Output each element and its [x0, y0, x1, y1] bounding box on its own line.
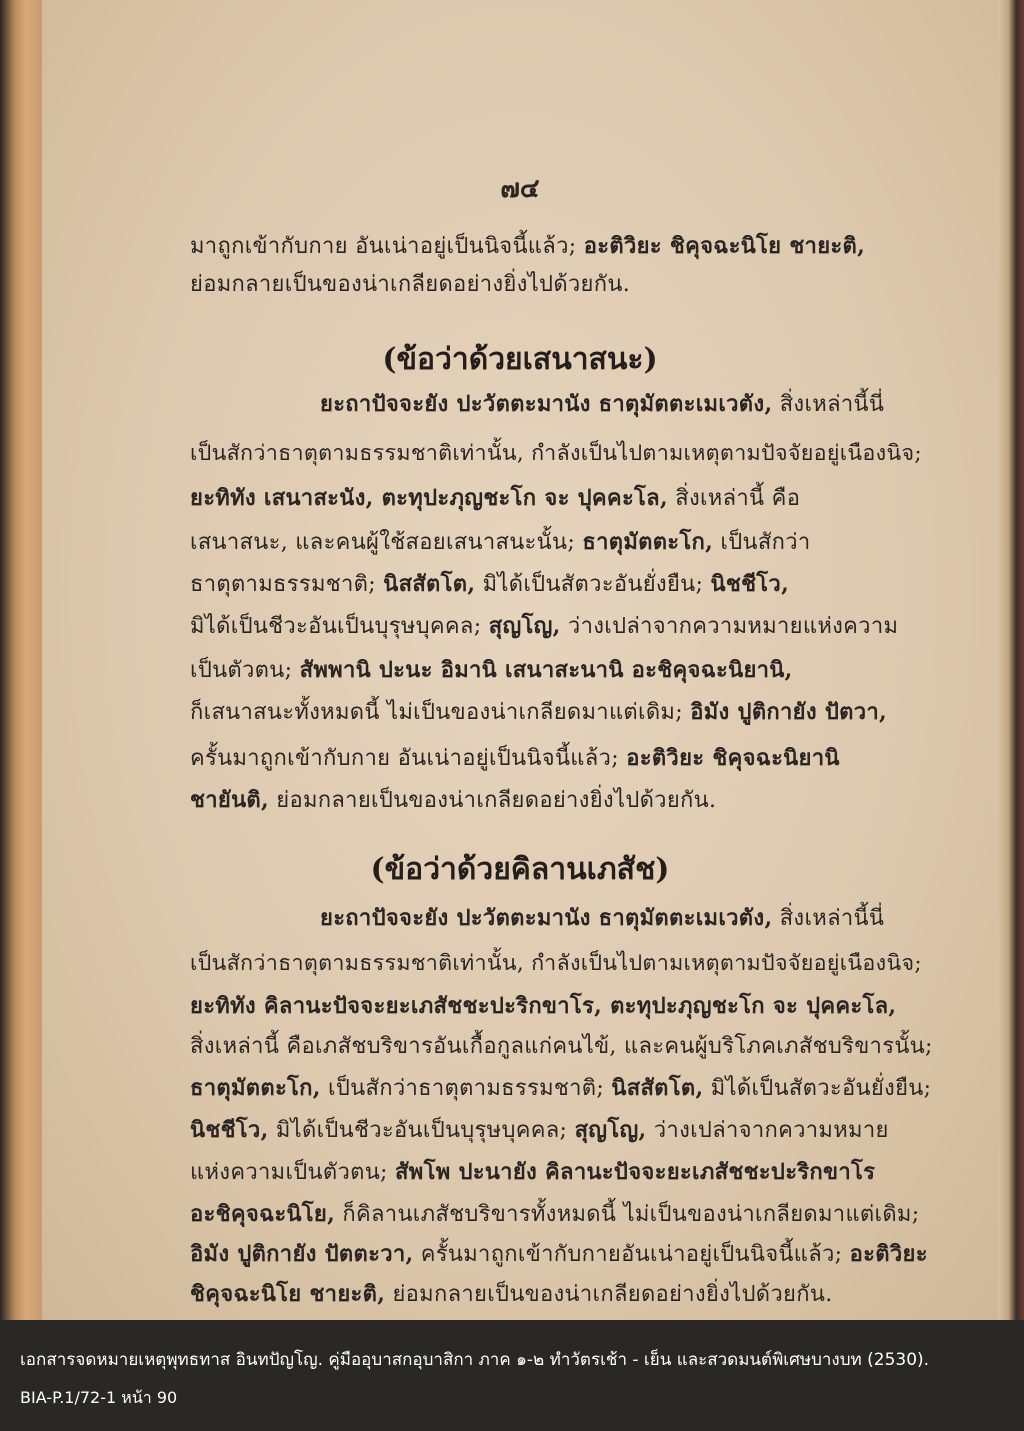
text-run: เป็นสักว่า: [713, 530, 811, 555]
text-run: สิ่งเหล่านี้นี่: [772, 906, 885, 931]
text-line: [190, 1196, 919, 1231]
text-line: [190, 1112, 889, 1147]
text-run: เสนาสนะ, และคนผู้ใช้สอยเสนาสนะนั้น;: [190, 530, 583, 555]
text-line: [190, 694, 887, 729]
pali-run: นิสสัตโต,: [383, 571, 476, 597]
archive-caption-bar: [0, 1320, 1024, 1431]
text-run: เป็นตัวตน;: [190, 658, 300, 683]
pali-run: ชายันติ,: [190, 787, 269, 813]
text-line: [320, 900, 884, 935]
text-line: [320, 386, 884, 421]
text-run: ก็เสนาสนะทั้งหมดนี้ ไม่เป็นของน่าเกลียดมาแต่เดิม;: [190, 700, 691, 725]
text-run: เป็นสักว่าธาตุตามธรรมชาติ;: [320, 1076, 612, 1101]
text-line: [190, 266, 630, 301]
text-line: [190, 524, 811, 559]
pali-run: ยะทิทัง เสนาสะนัง, ตะทุปะภุญชะโก จะ ปุคคะโล,: [190, 485, 668, 511]
text-line: [190, 1028, 933, 1063]
text-line: [190, 1070, 931, 1105]
pali-run: อิมัง ปูติกายัง ปัตตะวา,: [190, 1241, 414, 1267]
text-line: [190, 988, 896, 1023]
pali-run: นิชชีโว,: [710, 571, 790, 597]
pali-run: อิมัง ปูติกายัง ปัตวา,: [690, 699, 887, 725]
pali-run: สัพโพ ปะนายัง คิลานะปัจจะยะเภสัชชะปะริกขาโร: [395, 1159, 876, 1185]
text-line: [190, 1154, 875, 1189]
text-run: มาถูกเข้ากับกาย อันเน่าอยู่เป็นนิจนี้แล้ว;: [190, 234, 584, 259]
text-run: สิ่งเหล่านี้ คือเภสัชบริขารอันเกื้อกูลแก่คนไข้, และคนผู้บริโภคเภสัชบริขารนั้น;: [190, 1034, 933, 1059]
pali-run: ยะถาปัจจะยัง ปะวัตตะมานัง ธาตุมัตตะเมเวตัง,: [320, 391, 773, 417]
text-run: ย่อมกลายเป็นของน่าเกลียดอย่างยิ่งไปด้วยกัน.: [268, 788, 717, 813]
pali-run: ยะทิทัง คิลานะปัจจะยะเภสัชชะปะริกขาโร, ตะทุปะภุญชะโก จะ ปุคคะโล,: [190, 993, 897, 1019]
text-run: ก็คิลานเภสัชบริขารทั้งหมดนี้ ไม่เป็นของน่าเกลียดมาแต่เดิม;: [335, 1202, 920, 1227]
pali-run: สัพพานิ ปะนะ อิมานิ เสนาสะนานิ อะชิคุจฉะนิยานิ,: [299, 657, 793, 683]
text-run: ย่อมกลายเป็นของน่าเกลียดอย่างยิ่งไปด้วยกัน.: [385, 1282, 833, 1307]
text-line: [190, 782, 716, 817]
text-line: [190, 652, 793, 687]
pali-run: ธาตุมัตตะโก,: [582, 529, 714, 555]
text-run: มิได้เป็นสัตวะอันยั่งยืน;: [475, 572, 711, 597]
text-run: ครั้นมาถูกเข้ากับกายอันเน่าอยู่เป็นนิจนี้แล้ว;: [413, 1242, 850, 1267]
pali-run: อะติวิยะ ชิคุจฉะนิยานิ: [626, 745, 840, 771]
text-run: สิ่งเหล่านี้ คือ: [667, 486, 801, 511]
pali-run: ชิคุจฉะนิโย ชายะติ,: [190, 1281, 386, 1307]
text-line: [190, 946, 922, 980]
pali-run: อะติวิยะ ชิคุจฉะนิโย ชายะติ,: [583, 233, 866, 259]
text-run: ว่างเปล่าจากความหมาย: [646, 1118, 889, 1143]
page-number: ๗๔: [500, 174, 540, 204]
text-line: [190, 566, 789, 601]
text-line: [190, 740, 840, 775]
text-line: [190, 436, 922, 470]
text-line: [190, 1236, 928, 1271]
book-spine: [0, 0, 42, 1320]
pali-run: นิสสัตโต,: [611, 1075, 704, 1101]
text-line: [190, 228, 865, 263]
text-run: ว่างเปล่าจากความหมายแห่งความ: [560, 614, 899, 639]
text-run: เป็นสักว่าธาตุตามธรรมชาติเท่านั้น, กำลังเป็นไปตามเหตุตามปัจจัยอยู่เนืองนิจ;: [190, 441, 922, 466]
pali-run: สุญโญ,: [488, 613, 561, 639]
pali-run: ธาตุมัตตะโก,: [190, 1075, 321, 1101]
text-line: [190, 480, 800, 515]
pali-run: อะติวิยะ: [849, 1241, 928, 1267]
caption-title: เอกสารจดหมายเหตุพุทธทาส อินทปัญโญ. คู่มืออุบาสกอุบาสิกา ภาค ๑-๒ ทำวัตรเช้า - เย็น และสวดมนต์พิเศษบางบท (2530).: [20, 1350, 930, 1370]
pali-run: อะชิคุจฉะนิโย,: [190, 1201, 336, 1227]
text-run: เป็นสักว่าธาตุตามธรรมชาติเท่านั้น, กำลังเป็นไปตามเหตุตามปัจจัยอยู่เนืองนิจ;: [190, 951, 922, 976]
caption-reference: BIA-P.1/72-1 หน้า 90: [20, 1388, 178, 1407]
text-run: ครั้นมาถูกเข้ากับกาย อันเน่าอยู่เป็นนิจนี้แล้ว;: [190, 746, 627, 771]
pali-run: นิชชีโว,: [190, 1117, 269, 1143]
text-run: แห่งความเป็นตัวตน;: [190, 1160, 396, 1185]
pali-run: ยะถาปัจจะยัง ปะวัตตะมานัง ธาตุมัตตะเมเวตัง,: [320, 905, 773, 931]
section-heading: (ข้อว่าด้วยคิลานเภสัช): [370, 852, 670, 887]
text-run: มิได้เป็นชีวะอันเป็นบุรุษบุคคล;: [190, 614, 489, 639]
text-run: ธาตุตามธรรมชาติ;: [190, 572, 384, 597]
text-run: มิได้เป็นชีวะอันเป็นบุรุษบุคคล;: [268, 1118, 575, 1143]
text-run: ย่อมกลายเป็นของน่าเกลียดอย่างยิ่งไปด้วยกัน.: [190, 272, 631, 297]
text-line: [190, 608, 898, 643]
section-heading: (ข้อว่าด้วยเสนาสนะ): [382, 342, 658, 377]
pali-run: สุญโญ,: [574, 1117, 647, 1143]
text-line: [190, 1276, 833, 1311]
text-run: สิ่งเหล่านี้นี่: [772, 392, 885, 417]
text-run: มิได้เป็นสัตวะอันยั่งยืน;: [703, 1076, 932, 1101]
book-edge: [998, 0, 1024, 1320]
book-page: [42, 0, 998, 1320]
